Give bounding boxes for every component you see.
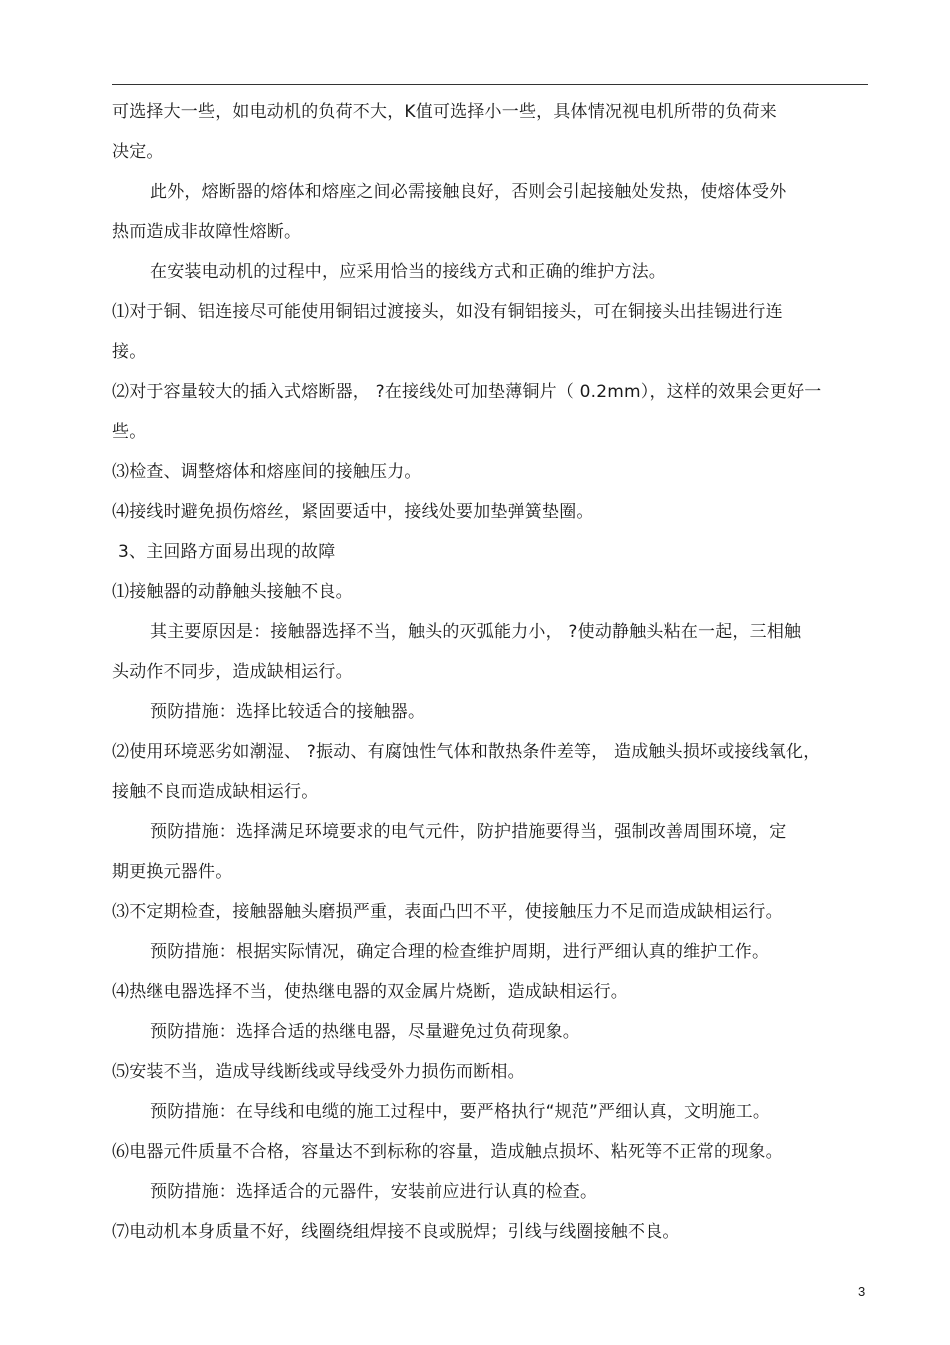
text-line: 热而造成非故障性熔断。 <box>112 222 302 242</box>
page-number: 3 <box>858 1284 866 1299</box>
text-line: 预防措施：选择合适的热继电器，尽量避免过负荷现象。 <box>150 1022 580 1042</box>
text-line: 在安装电动机的过程中，应采用恰当的接线方式和正确的维护方法。 <box>150 262 666 282</box>
text-line: ⑴接触器的动静触头接触不良。 <box>112 582 353 602</box>
text-line: 此外，熔断器的熔体和熔座之间必需接触良好，否则会引起接触处发热，使熔体受外 <box>150 182 787 202</box>
text-line: 决定。 <box>112 142 164 162</box>
text-line: 预防措施：选择比较适合的接触器。 <box>150 702 426 722</box>
text-line: 预防措施：在导线和电缆的施工过程中，要严格执行“规范”严细认真，文明施工。 <box>150 1102 771 1122</box>
text-line: ⑵使用环境恶劣如潮湿、 ?振动、有腐蚀性气体和散热条件差等， 造成触头损坏或接线氧化， <box>112 742 821 762</box>
text-line: ⑵对于容量较大的插入式熔断器， ?在接线处可加垫薄铜片（ 0.2mm），这样的效果会更好一 <box>112 382 822 402</box>
text-line: ⑶检查、调整熔体和熔座间的接触压力。 <box>112 462 422 482</box>
text-line: ⑷热继电器选择不当，使热继电器的双金属片烧断，造成缺相运行。 <box>112 982 628 1002</box>
text-line: 头动作不同步，造成缺相运行。 <box>112 662 353 682</box>
text-line: 期更换元器件。 <box>112 862 233 882</box>
text-line: 预防措施：选择满足环境要求的电气元件，防护措施要得当，强制改善周围环境，定 <box>150 822 787 842</box>
text-line: 可选择大一些，如电动机的负荷不大，K值可选择小一些，具体情况视电机所带的负荷来 <box>112 102 777 122</box>
text-line: ⑸安装不当，造成导线断线或导线受外力损伤而断相。 <box>112 1062 525 1082</box>
text-line: ⑷接线时避免损伤熔丝，紧固要适中，接线处要加垫弹簧垫圈。 <box>112 502 594 522</box>
header-rule <box>112 84 868 85</box>
text-line: 预防措施：根据实际情况，确定合理的检查维护周期，进行严细认真的维护工作。 <box>150 942 770 962</box>
text-line: ⑴对于铜、铝连接尽可能使用铜铝过渡接头，如没有铜铝接头，可在铜接头出挂锡进行连 <box>112 302 783 322</box>
text-line: 接。 <box>112 342 147 362</box>
text-line: 接触不良而造成缺相运行。 <box>112 782 319 802</box>
text-line: ⑺电动机本身质量不好，线圈绕组焊接不良或脱焊；引线与线圈接触不良。 <box>112 1222 680 1242</box>
text-line: 些。 <box>112 422 147 442</box>
text-line: ⑹电器元件质量不合格，容量达不到标称的容量，造成触点损坏、粘死等不正常的现象。 <box>112 1142 783 1162</box>
text-line: 预防措施：选择适合的元器件，安装前应进行认真的检查。 <box>150 1182 598 1202</box>
text-line: 其主要原因是：接触器选择不当，触头的灭弧能力小， ?使动静触头粘在一起，三相触 <box>150 622 802 642</box>
section-heading: 3、主回路方面易出现的故障 <box>118 542 336 562</box>
text-line: ⑶不定期检查，接触器触头磨损严重，表面凸凹不平，使接触压力不足而造成缺相运行。 <box>112 902 783 922</box>
